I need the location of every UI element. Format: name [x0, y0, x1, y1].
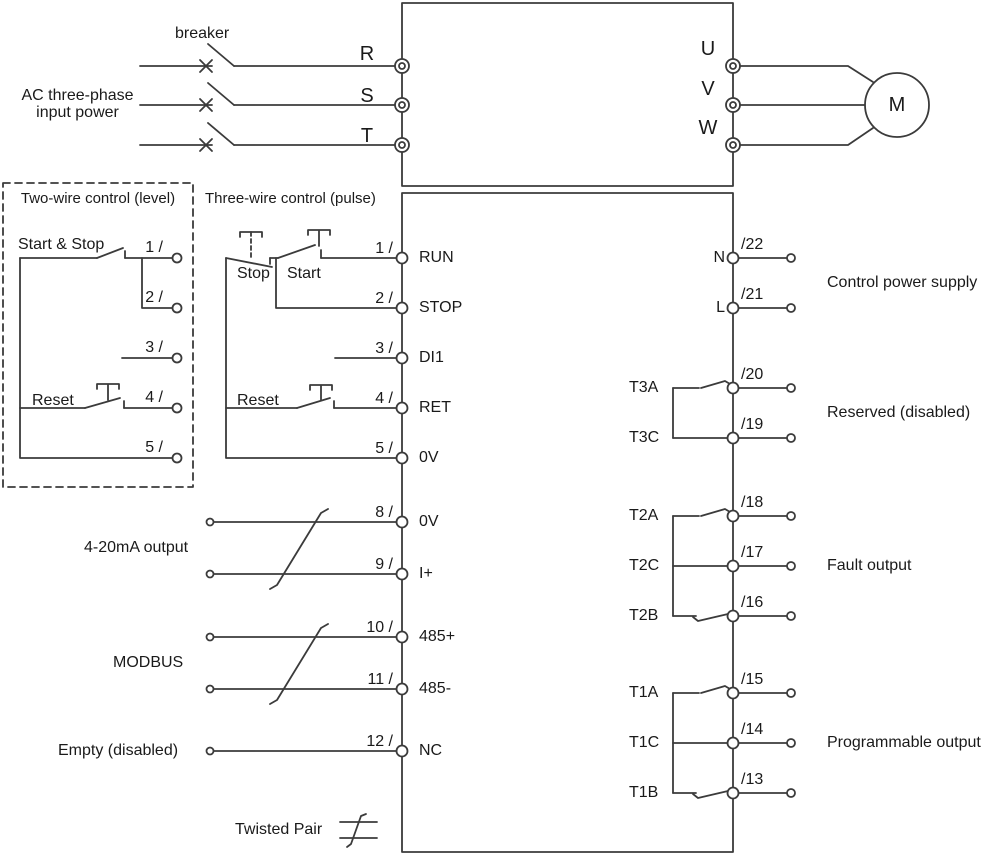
- analog-output-label: 4-20mA output: [84, 539, 189, 556]
- terminal-r: [395, 59, 409, 73]
- two-wire-num-1: 1 /: [145, 239, 163, 256]
- terminal-num: /22: [741, 236, 764, 253]
- analog-output-wires: [207, 509, 398, 589]
- annotation-control-power: Control power supply: [827, 274, 978, 291]
- terminal-num: /15: [741, 671, 764, 688]
- terminal-num: 8 /: [375, 504, 393, 521]
- modbus-wires: [207, 624, 398, 704]
- two-wire-reset-label: Reset: [32, 392, 74, 409]
- terminal-name-di1: DI1: [419, 349, 444, 366]
- twisted-pair-marker: [270, 624, 328, 704]
- terminal-name-stop: STOP: [419, 299, 463, 316]
- two-wire-num-4: 4 /: [145, 389, 163, 406]
- terminal-name-l: L: [716, 299, 725, 316]
- terminal-name-485p: 485+: [419, 628, 456, 645]
- start-button: [278, 230, 330, 258]
- terminal-num: /20: [741, 366, 764, 383]
- terminal-name-t2a: T2A: [629, 507, 659, 524]
- terminal-name-ret: RET: [419, 399, 451, 416]
- annotation-reserved: Reserved (disabled): [827, 404, 971, 421]
- terminal-t: [395, 138, 409, 152]
- relay-t1: [673, 686, 733, 798]
- two-wire-start-stop-label: Start & Stop: [18, 236, 105, 253]
- terminal-w: [726, 138, 740, 152]
- terminal-num: 11 /: [367, 671, 393, 688]
- relay-t3: [673, 381, 733, 438]
- terminal-name-485m: 485-: [419, 680, 452, 697]
- reset-button-label: Reset: [237, 392, 279, 409]
- source-label-line1: AC three-phase: [21, 87, 134, 104]
- terminal-name-t1c: T1C: [629, 734, 660, 751]
- stop-button-label: Stop: [237, 265, 270, 282]
- wire-w: [740, 128, 873, 145]
- terminal-name-iplus: I+: [419, 565, 433, 582]
- wire-u: [740, 66, 873, 82]
- terminal-num: 4 /: [375, 390, 393, 407]
- control-unit-box: [402, 193, 733, 852]
- two-wire-title: Two-wire control (level): [20, 190, 176, 207]
- terminal-num: /17: [741, 544, 764, 561]
- modbus-label: MODBUS: [113, 654, 184, 671]
- terminal-num: /18: [741, 494, 764, 511]
- power-unit-box: [402, 3, 733, 186]
- terminal-name-t1b: T1B: [629, 784, 659, 801]
- twisted-pair-legend: [340, 814, 377, 847]
- annotation-programmable-output: Programmable output: [827, 734, 981, 751]
- terminal-num: /19: [741, 416, 764, 433]
- start-button-label: Start: [287, 265, 321, 282]
- terminal-num: 5 /: [375, 440, 393, 457]
- terminal-num: 3 /: [375, 340, 393, 357]
- terminal-name-run: RUN: [419, 249, 454, 266]
- two-wire-num-5: 5 /: [145, 439, 163, 456]
- terminal-s: [395, 98, 409, 112]
- terminal-name-nc: NC: [419, 742, 443, 759]
- terminal-num: 12 /: [366, 733, 393, 750]
- terminal-num: 1 /: [375, 240, 393, 257]
- terminal-name-t3a: T3A: [629, 379, 659, 396]
- terminal-name-t3c: T3C: [629, 429, 660, 446]
- source-label-line2: input power: [36, 104, 119, 121]
- terminal-num: 2 /: [375, 290, 393, 307]
- terminal-num: /21: [741, 286, 764, 303]
- terminal-num: /14: [741, 721, 764, 738]
- terminal-name-t1a: T1A: [629, 684, 659, 701]
- terminal-num: 9 /: [375, 556, 393, 573]
- motor-label: M: [888, 94, 906, 116]
- relay-t2: [673, 509, 733, 621]
- phase-label-r: R: [359, 43, 375, 65]
- two-wire-box: [3, 183, 193, 487]
- phase-label-s: S: [360, 85, 374, 107]
- phase-label-u: U: [700, 38, 716, 60]
- phase-label-t: T: [360, 125, 374, 147]
- terminal-name-t2b: T2B: [629, 607, 659, 624]
- terminal-num: /16: [741, 594, 764, 611]
- twisted-pair-marker: [270, 509, 328, 589]
- phase-label-w: W: [698, 117, 718, 139]
- annotation-fault-output: Fault output: [827, 557, 912, 574]
- phase-label-v: V: [701, 78, 715, 100]
- stop-button: [226, 232, 272, 267]
- terminal-name-t2c: T2C: [629, 557, 660, 574]
- two-wire-num-2: 2 /: [145, 289, 163, 306]
- three-wire-title: Three-wire control (pulse): [205, 190, 376, 207]
- breaker-label: breaker: [175, 25, 230, 42]
- two-wire-end-circles: [173, 254, 182, 463]
- terminal-name-0v2: 0V: [419, 513, 439, 530]
- two-wire-num-3: 3 /: [145, 339, 163, 356]
- terminal-num: 10 /: [366, 619, 393, 636]
- terminal-u: [726, 59, 740, 73]
- right-outgoing-wires: [739, 254, 795, 797]
- terminal-num: /13: [741, 771, 764, 788]
- terminal-name-n: N: [713, 249, 725, 266]
- terminal-name-0v: 0V: [419, 449, 439, 466]
- terminal-v: [726, 98, 740, 112]
- empty-label: Empty (disabled): [58, 742, 179, 759]
- twisted-pair-label: Twisted Pair: [235, 821, 323, 838]
